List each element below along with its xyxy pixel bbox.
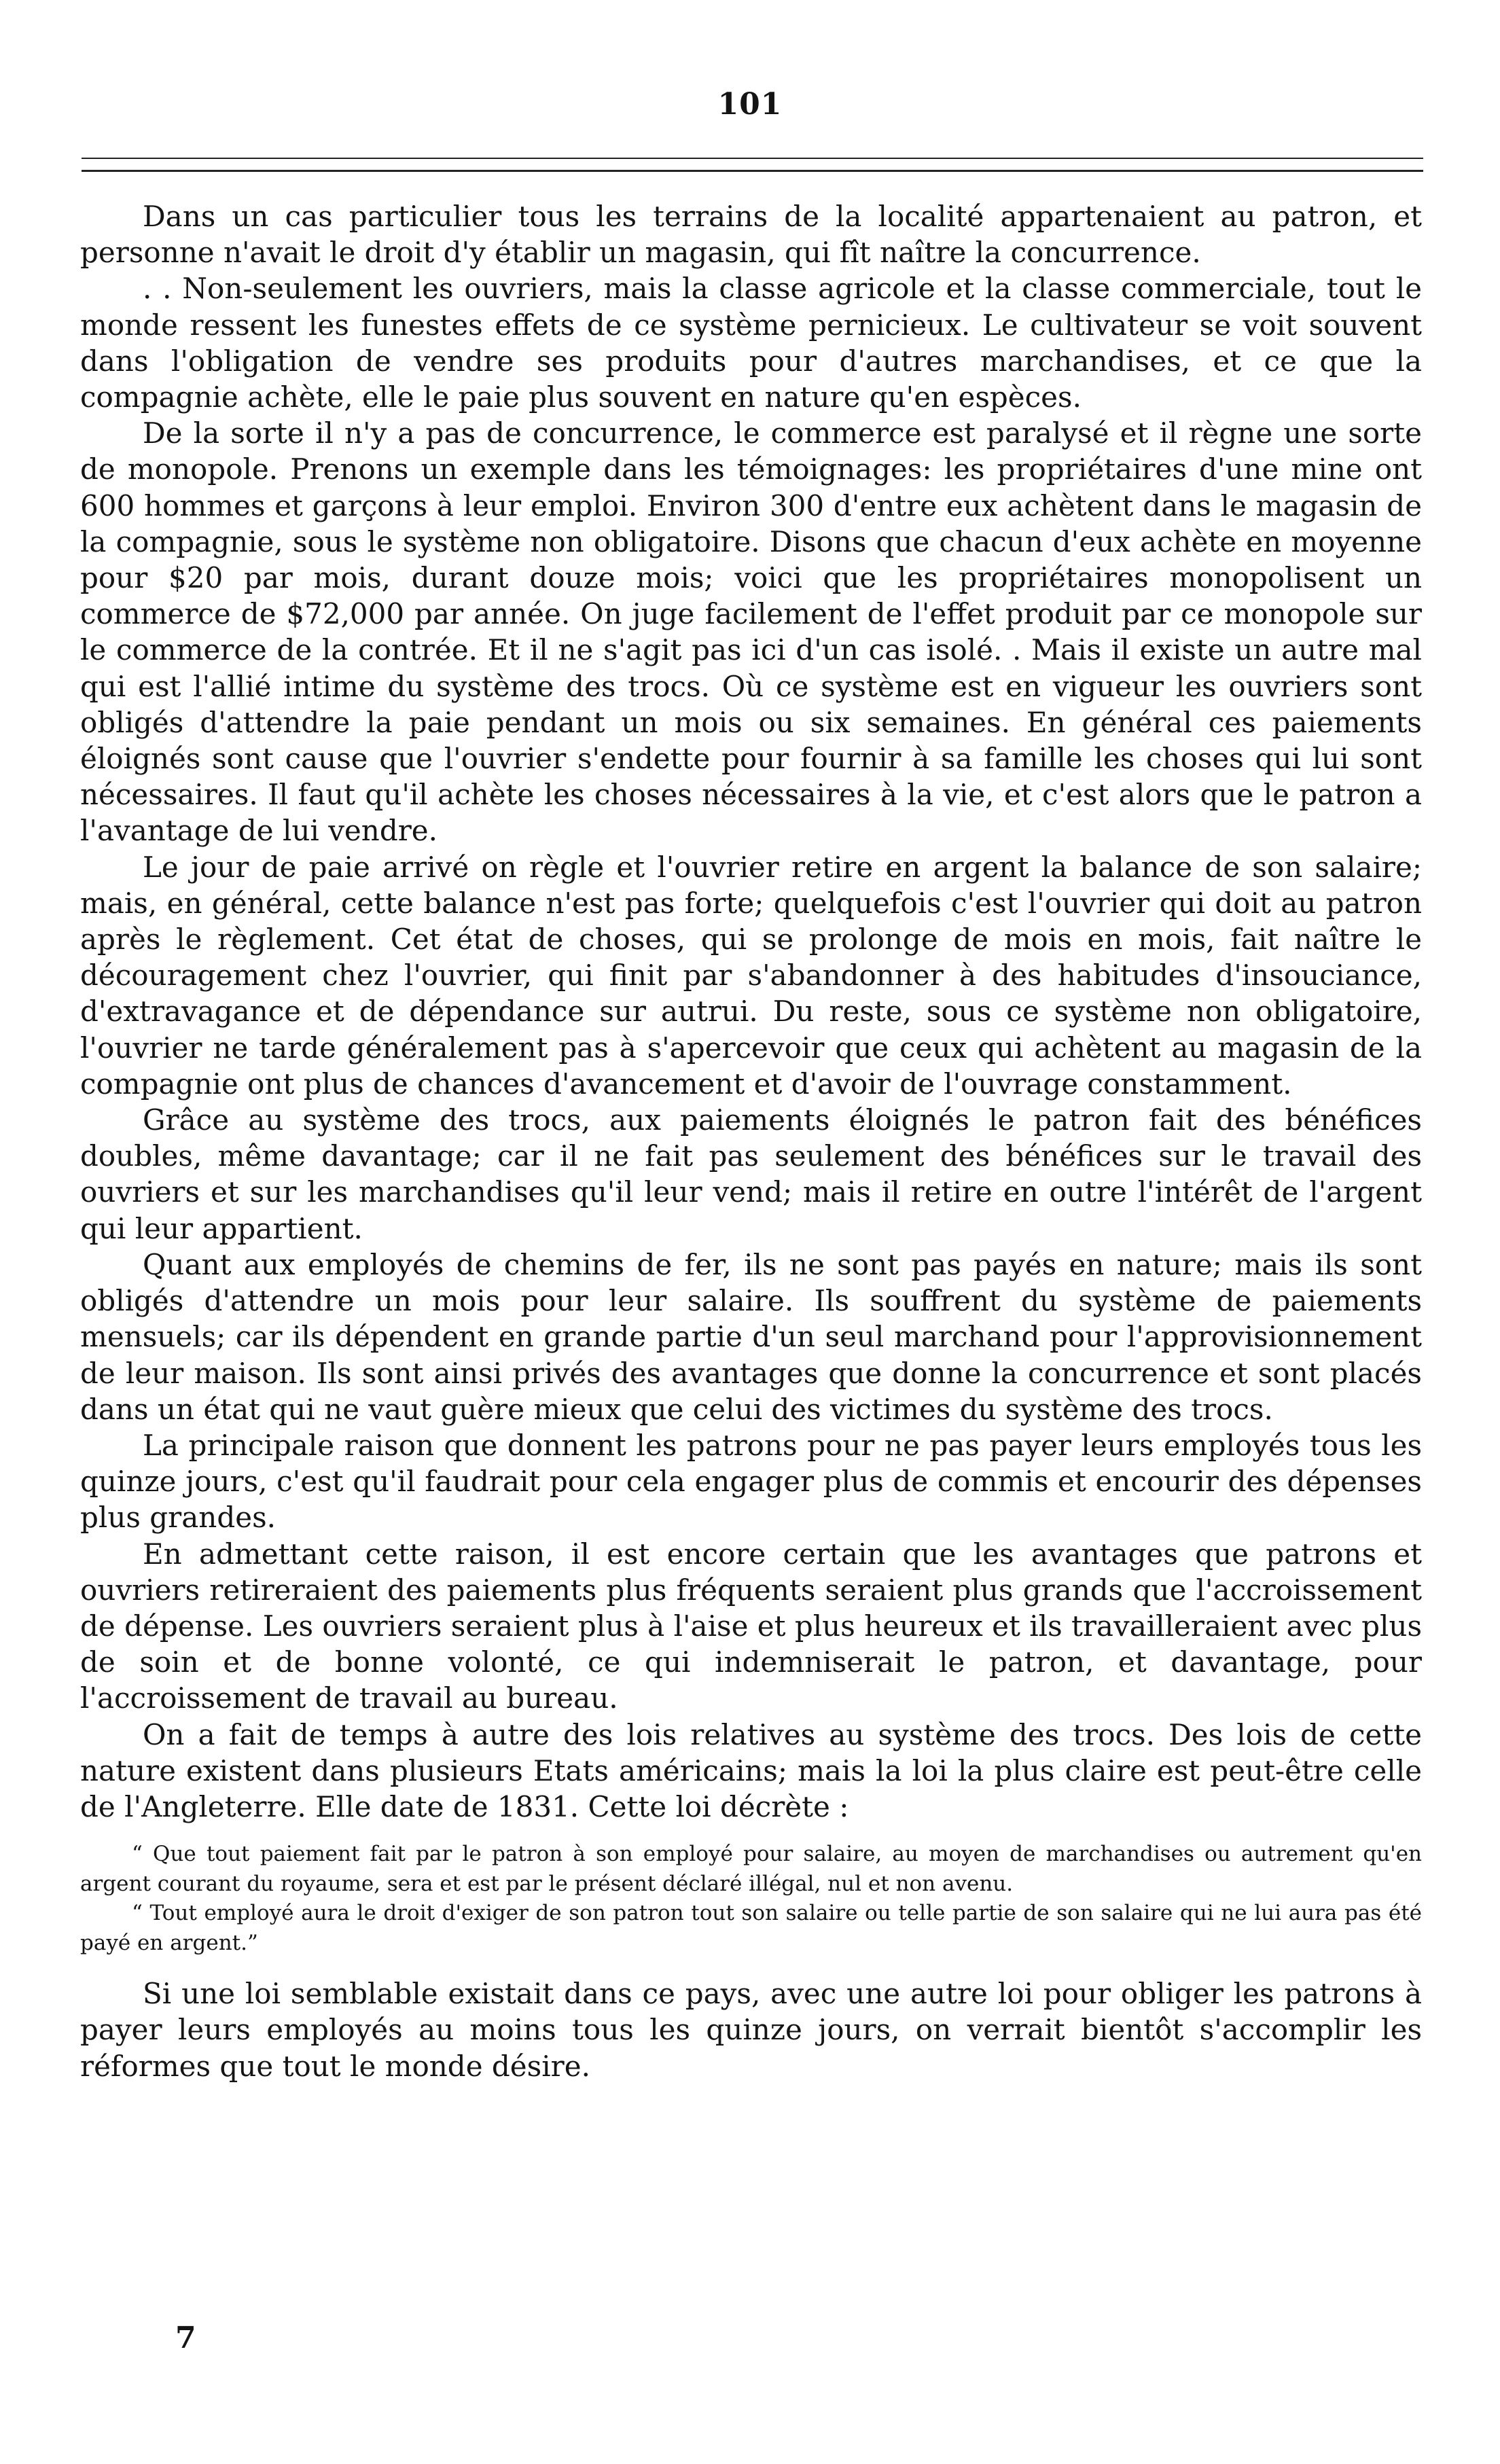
paragraph-6: Quant aux employés de chemins de fer, ils ne sont pas payés en nature; mais ils sont obligés d'attendre un mois pour leur salaire. Ils souffrent du système de paiements mensuels; car ils dépendent en grande partie d'un seul marchand pour l'approvisionnement de leur maison. Ils sont ainsi privés des avantages que donne la concurrence et sont placés dans un état qui ne vaut guère mieux que celui des victimes du système des trocs. — [80, 1247, 1422, 1426]
paragraph-5: Grâce au système des trocs, aux paiements éloignés le patron fait des bénéfices doubles, même davantage; car il ne fait pas seulement des bénéfices sur le travail des ouvriers et sur les marchandises qu'il leur vend; mais il retire en outre l'intérêt de l'argent qui leur appartient. — [80, 1103, 1422, 1245]
paragraph-1: Dans un cas particulier tous les terrains de la localité appartenaient au patron, et personne n'avait le droit d'y établir un magasin, qui fît naître la concurrence. — [80, 200, 1422, 270]
closing-paragraph: Si une loi semblable existait dans ce pays, avec une autre loi pour obliger les patrons à payer leurs employés au moins tous les quinze jours, on verrait bientôt s'accomplir les réformes que tout le monde désire. — [80, 1977, 1422, 2083]
paragraph-4: Le jour de paie arrivé on règle et l'ouvrier retire en argent la balance de son salaire; mais, en général, cette balance n'est pas forte; quelquefois c'est l'ouvrier qui doit au patron après le règlement. Cet état de choses, qui se prolonge de mois en mois, fait naître le découragement chez l'ouvrier, qui finit par s'abandonner à des habitudes d'insouciance, d'extravagance et de dépendance sur autrui. Du reste, sous ce système non obligatoire, l'ouvrier ne tarde généralement pas à s'apercevoir que ceux qui achètent au magasin de la compagnie ont plus de chances d'avancement et d'avoir de l'ouvrage constamment. — [80, 850, 1422, 1101]
signature-mark: 7 — [175, 2321, 196, 2355]
header-rule-bottom — [82, 170, 1423, 172]
body-text — [80, 198, 1422, 2084]
paragraph-9: On a fait de temps à autre des lois relatives au système des trocs. Des lois de cette nature existent dans plusieurs Etats américains; mais la loi la plus claire est peut-être celle de l'Angleterre. Elle date de 1831. Cette loi décrète : — [80, 1717, 1422, 1823]
paragraph-3: De la sorte il n'y a pas de concurrence, le commerce est paralysé et il règne une sorte de monopole. Prenons un exemple dans les témoignages: les propriétaires d'une mine ont 600 hommes et garçons à leur emploi. Environ 300 d'entre eux achètent dans le magasin de la compagnie, sous le système non obligatoire. Disons que chacun d'eux achète en moyenne pour $20 par mois, durant douze mois; voici que les propriétaires monopolisent un commerce de $72,000 par année. On juge facilement de l'effet produit par ce monopole sur le commerce de la contrée. Et il ne s'agit pas ici d'un cas isolé. . Mais il existe un autre mal qui est l'allié intime du système des trocs. Où ce système est en vigueur les ouvriers sont obligés d'attendre la paie pendant un mois ou six semaines. En général ces paiements éloignés sont cause que l'ouvrier s'endette pour fournir à sa famille les choses qui lui sont nécessaires. Il faut qu'il achète les choses nécessaires à la vie, et c'est alors que le patron a l'avantage de lui vendre. — [80, 416, 1422, 848]
paragraph-7: La principale raison que donnent les patrons pour ne pas payer leurs employés tous les quinze jours, c'est qu'il faudrait pour cela engager plus de commis et encourir des dépenses plus grandes. — [80, 1428, 1422, 1535]
quote-1: “ Que tout paiement fait par le patron à son employé pour salaire, au moyen de marchandises ou autrement qu'en argent courant du royaume, sera et est par le présent déclaré illégal, nul et non avenu. — [80, 1842, 1422, 1896]
law-quotation — [80, 1840, 1422, 1958]
paragraph-8: En admettant cette raison, il est encore certain que les avantages que patrons et ouvriers retireraient des paiements plus fréquents seraient plus grands que l'accroissement de dépense. Les ouvriers seraient plus à l'aise et plus heureux et ils travailleraient avec plus de soin et de bonne volonté, ce qui indemniserait le patron, et davantage, pour l'accroissement de travail au bureau. — [80, 1537, 1422, 1715]
header-rule-top — [82, 158, 1423, 159]
page-number: 101 — [717, 87, 783, 122]
quote-2: “ Tout employé aura le droit d'exiger de son patron tout son salaire ou telle partie de son salaire qui ne lui aura pas été payé en argent.” — [80, 1901, 1422, 1955]
paragraph-2: . . Non-seulement les ouvriers, mais la classe agricole et la classe commerciale, tout le monde ressent les funestes effets de ce système pernicieux. Le cultivateur se voit souvent dans l'obligation de vendre ses produits pour d'autres marchandises, et ce que la compagnie achète, elle le paie plus souvent en nature qu'en espèces. — [80, 272, 1422, 414]
